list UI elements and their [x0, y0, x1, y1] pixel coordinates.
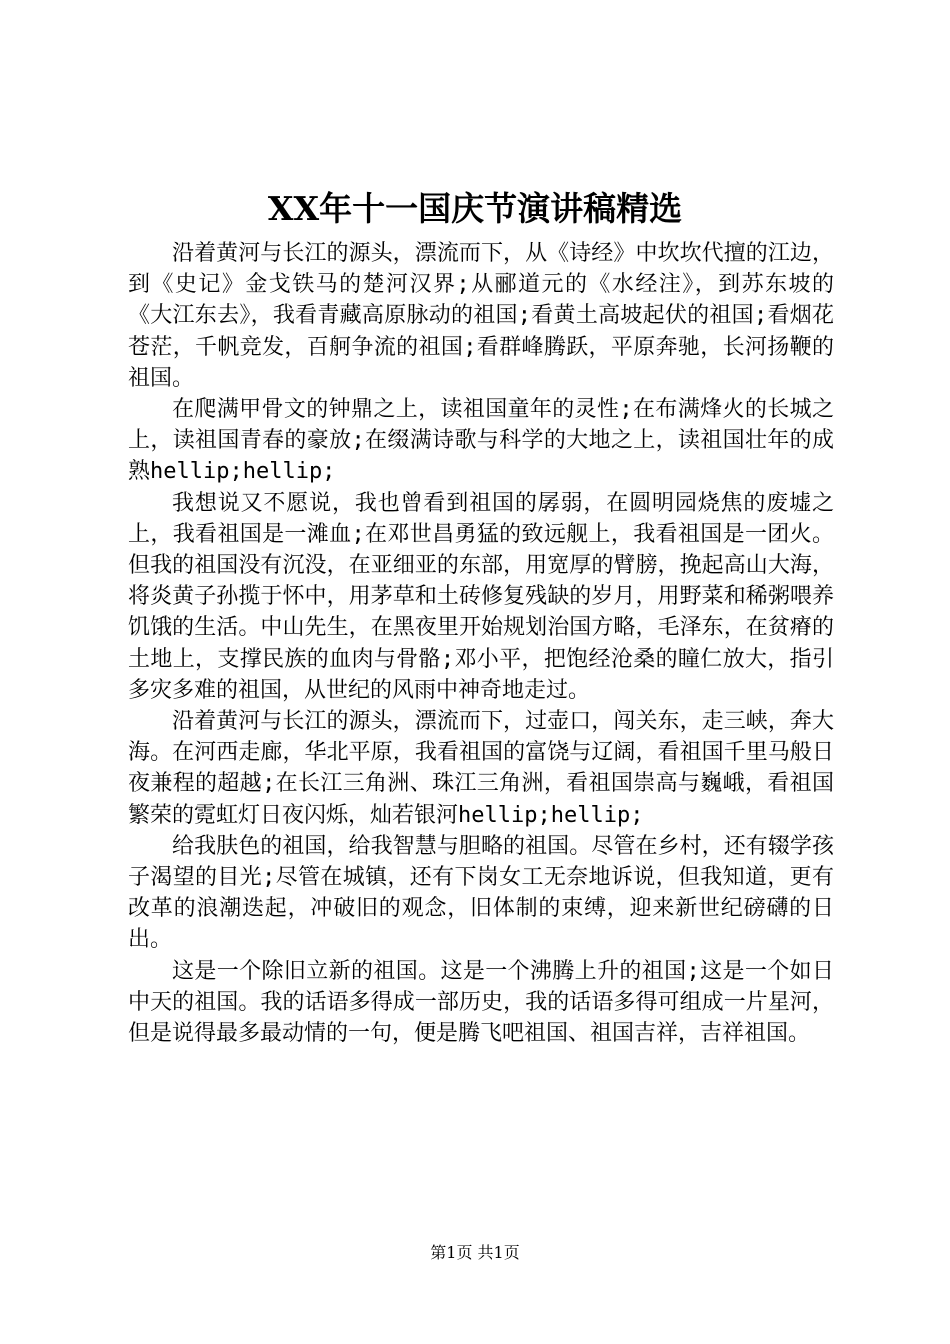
paragraph-6: 这是一个除旧立新的祖国。这是一个沸腾上升的祖国;这是一个如日中天的祖国。我的话语多得成一部历史，我的话语多得可组成一片星河，但是说得最多最动情的一句，便是腾飞吧祖国、祖国吉祥，吉祥祖国。	[128, 958, 834, 1047]
document-body	[128, 238, 834, 1049]
paragraph-2: 在爬满甲骨文的钟鼎之上，读祖国童年的灵性;在布满烽火的长城之上，读祖国青春的豪放;在缀满诗歌与科学的大地之上，读祖国壮年的成熟hellip;hellip;	[128, 397, 834, 485]
paragraph-4: 沿着黄河与长江的源头，漂流而下，过壶口，闯关东，走三峡，奔大海。在河西走廊，华北平原，我看祖国的富饶与辽阔，看祖国千里马般日夜兼程的超越;在长江三角洲、珠江三角洲，看祖国崇高与巍峨，看祖国繁荣的霓虹灯日夜闪烁，灿若银河hellip;hellip;	[128, 709, 834, 828]
paragraph-1: 沿着黄河与长江的源头，漂流而下，从《诗经》中坎坎代擅的江边，到《史记》金戈铁马的楚河汉界;从郦道元的《水经注》，到苏东坡的《大江东去》，我看青藏高原脉动的祖国;看黄土高坡起伏的祖国;看烟花苍茫，千帆竞发，百舸争流的祖国;看群峰腾跃，平原奔驰，长河扬鞭的祖国。	[128, 241, 834, 391]
document-title: XX年十一国庆节演讲稿精选	[267, 189, 683, 228]
paragraph-3: 我想说又不愿说，我也曾看到祖国的孱弱，在圆明园烧焦的废墟之上，我看祖国是一滩血;在邓世昌勇猛的致远舰上，我看祖国是一团火。但我的祖国没有沉没，在亚细亚的东部，用宽厚的臂膀，挽起高山大海，将炎黄子孙揽于怀中，用茅草和土砖修复残缺的岁月，用野菜和稀粥喂养饥饿的生活。中山先生，在黑夜里开始规划治国方略，毛泽东，在贫瘠的土地上，支撑民族的血肉与骨骼;邓小平，把饱经沧桑的瞳仁放大，指引多灾多难的祖国，从世纪的风雨中神奇地走过。	[128, 490, 834, 703]
paragraph-5: 给我肤色的祖国，给我智慧与胆略的祖国。尽管在乡村，还有辍学孩子渴望的目光;尽管在城镇，还有下岗女工无奈地诉说，但我知道，更有改革的浪潮迭起，冲破旧的观念，旧体制的束缚，迎来新世纪磅礴的日出。	[128, 833, 834, 953]
page-footer: 第1页 共1页	[430, 1243, 520, 1262]
